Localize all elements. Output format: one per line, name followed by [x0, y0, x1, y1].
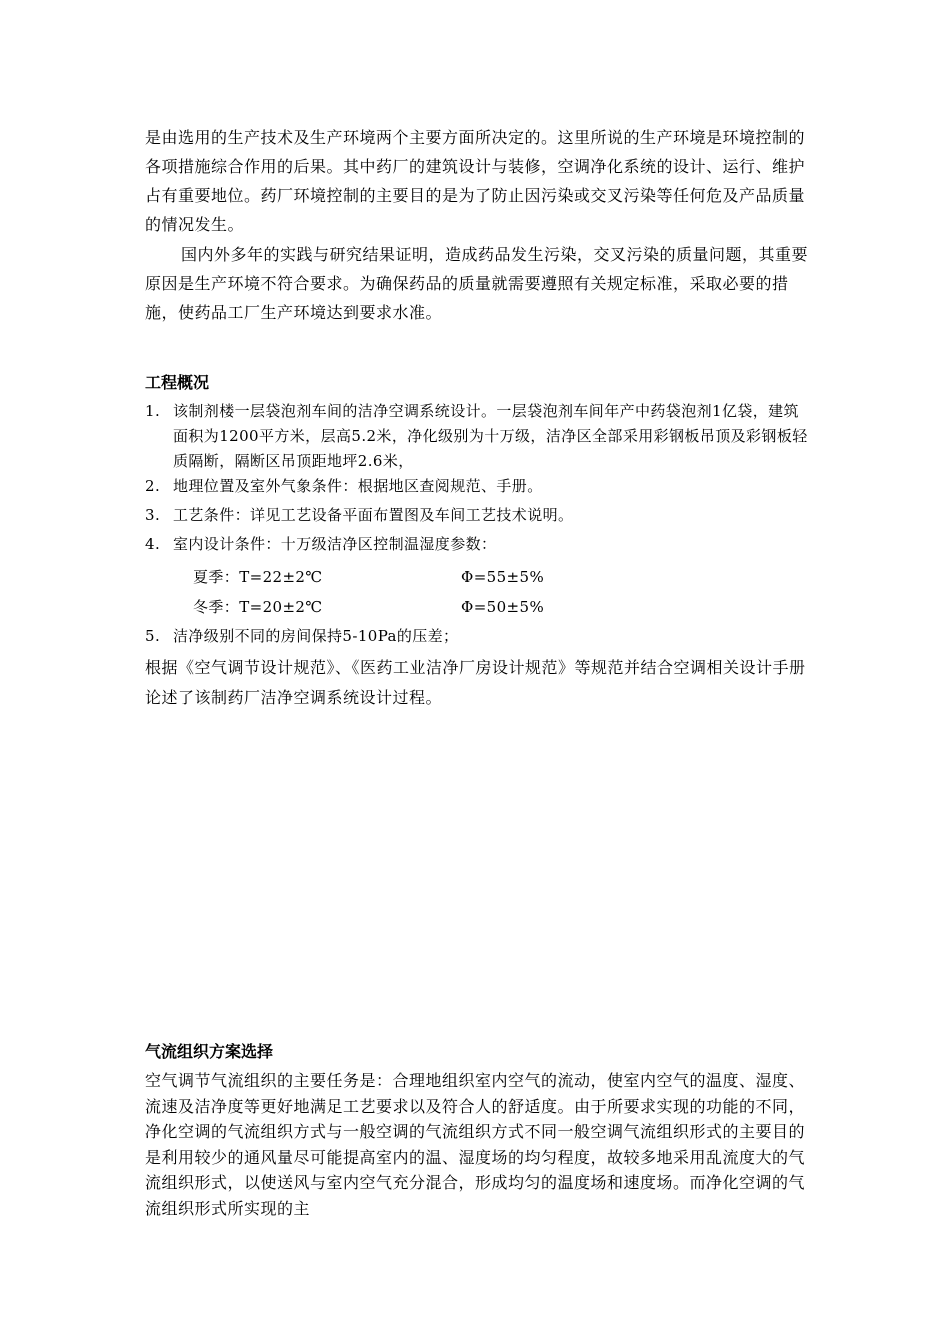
- overview-summary: 根据《空气调节设计规范》、《医药工业洁净厂房设计规范》等规范并结合空调相关设计手册论述了该制药厂洁净空调系统设计过程。: [145, 658, 806, 707]
- list-item: [145, 532, 810, 561]
- winter-temperature: 冬季：T=20±2℃: [193, 598, 323, 616]
- condition-row-summer: [193, 566, 544, 587]
- list-item: [145, 625, 458, 646]
- list-item: [145, 474, 810, 503]
- intro-paragraph-1: 是由选用的生产技术及生产环境两个主要方面所决定的。这里所说的生产环境是环境控制的各项措施综合作用的后果。其中药厂的建筑设计与装修，空调净化系统的设计、运行、维护占有重要地位。药厂环境控制的主要目的是为了防止因污染或交叉污染等任何危及产品质量的情况发生。: [145, 128, 806, 234]
- list-text: 洁净级别不同的房间保持5-10Pa的压差；: [173, 627, 459, 645]
- condition-row-winter: [193, 596, 544, 617]
- list-text: 工艺条件：详见工艺设备平面布置图及车间工艺技术说明。: [173, 506, 574, 524]
- list-number: 1.: [145, 402, 161, 420]
- list-number: 4.: [145, 535, 161, 553]
- list-item: [145, 503, 810, 532]
- list-text: 该制剂楼一层袋泡剂车间的洁净空调系统设计。一层袋泡剂车间年产中药袋泡剂1亿袋，建筑面积为1200平方米，层高5.2米，净化级别为十万级，洁净区全部采用彩钢板吊顶及彩钢板轻质隔断，隔断区吊顶距地坪2.6米，: [173, 402, 808, 470]
- list-text: 地理位置及室外气象条件：根据地区查阅规范、手册。: [173, 477, 543, 495]
- winter-humidity: Φ=50±5%: [461, 598, 545, 616]
- list-number: 3.: [145, 506, 161, 524]
- section-heading-airflow: 气流组织方案选择: [145, 1042, 274, 1061]
- list-number: 5.: [145, 627, 161, 645]
- list-item: [145, 399, 810, 474]
- section-heading-overview: 工程概况: [145, 373, 210, 392]
- list-number: 2.: [145, 477, 161, 495]
- summer-humidity: Φ=55±5%: [461, 568, 545, 586]
- overview-list: [145, 399, 810, 561]
- intro-paragraph-2: 国内外多年的实践与研究结果证明，造成药品发生污染，交叉污染的质量问题，其重要原因是生产环境不符合要求。为确保药品的质量就需要遵照有关规定标准，采取必要的措施，使药品工厂生产环境达到要求水准。: [145, 245, 809, 322]
- airflow-paragraph: 空气调节气流组织的主要任务是：合理地组织室内空气的流动，使室内空气的温度、湿度、流速及洁净度等更好地满足工艺要求以及符合人的舒适度。由于所要求实现的功能的不同，净化空调的气流组织方式与一般空调的气流组织方式不同一般空调气流组织形式的主要目的是利用较少的通风量尽可能提高室内的温、湿度场的均匀程度，故较多地采用乱流度大的气流组织形式，以使送风与室内空气充分混合，形成均匀的温度场和速度场。而净化空调的气流组织形式所实现的主: [145, 1071, 806, 1218]
- list-text: 室内设计条件：十万级洁净区控制温湿度参数：: [173, 535, 497, 553]
- summer-temperature: 夏季：T=22±2℃: [193, 568, 323, 586]
